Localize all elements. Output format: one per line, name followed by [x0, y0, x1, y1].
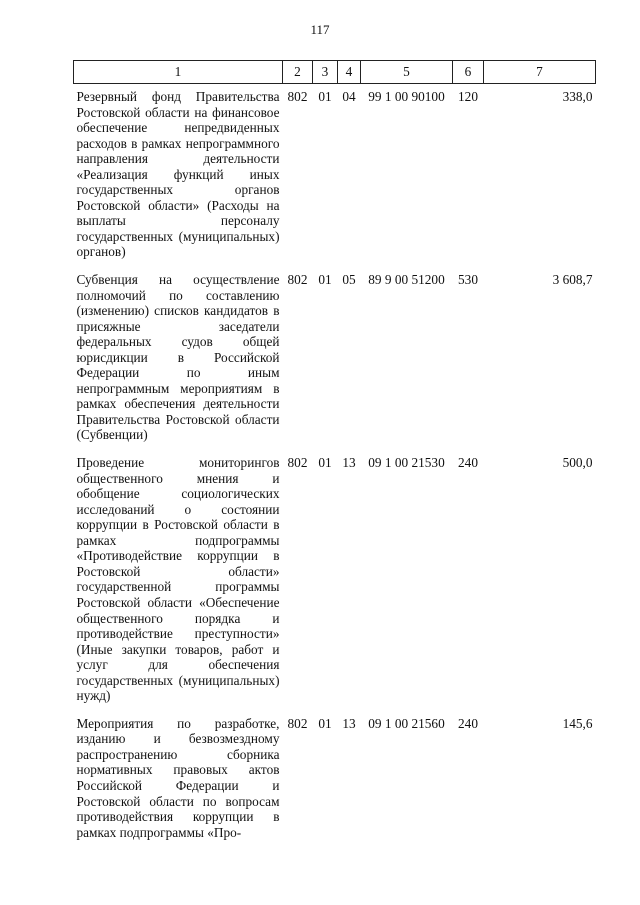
- column-header: 1: [74, 61, 283, 84]
- column-header: 7: [484, 61, 596, 84]
- table-row: [74, 84, 596, 261]
- row-target-code: 89 9 00 51200: [368, 272, 445, 288]
- row-amount: 500,0: [562, 455, 593, 471]
- row-subsection-code: 13: [342, 455, 356, 471]
- row-description: Резервный фонд Правительства Ростовской области на финансовое обеспечение непредвиденных расходов в рамках непрограммного направления деятельности «Реализация функций иных государственных органов Ростовской области» (Расходы на выплаты персоналу государственных (муниципальных) органов): [76, 89, 280, 260]
- row-ministry-code: 802: [287, 455, 308, 471]
- row-section-code: 01: [318, 455, 332, 471]
- budget-table: [73, 60, 596, 840]
- row-expense-type-code: 240: [458, 455, 478, 471]
- column-header: 2: [283, 61, 313, 84]
- row-amount: 145,6: [562, 715, 593, 731]
- column-header: 6: [453, 61, 484, 84]
- row-expense-type-code: 240: [458, 715, 478, 731]
- column-header: 3: [313, 61, 338, 84]
- row-section-code: 01: [318, 89, 332, 104]
- row-description: Мероприятия по разработке, изданию и безвозмездному распространению сборника нормативных правовых актов Российской Федерации и Ростовской области по вопросам противодействия коррупции в рамках подпрограммы «Про-: [76, 715, 280, 840]
- row-target-code: 09 1 00 21560: [368, 715, 445, 731]
- table-header-row: [74, 61, 596, 84]
- row-section-code: 01: [318, 715, 332, 731]
- row-ministry-code: 802: [287, 272, 308, 288]
- row-expense-type-code: 120: [458, 89, 478, 104]
- row-subsection-code: 04: [342, 89, 356, 104]
- column-header: 5: [361, 61, 453, 84]
- row-subsection-code: 05: [342, 272, 356, 288]
- table-row: [74, 260, 596, 443]
- row-ministry-code: 802: [287, 715, 308, 731]
- row-expense-type-code: 530: [458, 272, 478, 288]
- row-target-code: 09 1 00 21530: [368, 455, 445, 471]
- row-description: Субвенция на осуществление полномочий по составлению (изменению) списков кандидатов в присяжные заседатели федеральных судов общей юрисдикции в Российской Федерации по иным непрограммным мероприятиям в рамках обеспечения деятельности Правительства Ростовской области (Субвенции): [76, 272, 280, 443]
- column-header: 4: [338, 61, 361, 84]
- row-description: Проведение мониторингов общественного мнения и обобщение социологических исследований о состоянии коррупции в Ростовской области в рамках подпрограммы «Противодействие коррупции в Ростовской области» государственной программы Ростовской области «Обеспечение общественного порядка и противодействие преступности» (Иные закупки товаров, работ и услуг для обеспечения государственных (муниципальных) нужд): [76, 455, 280, 704]
- table-row: [74, 704, 596, 840]
- row-section-code: 01: [318, 272, 332, 288]
- row-amount: 338,0: [562, 89, 593, 104]
- page-number: 117: [310, 22, 330, 37]
- row-subsection-code: 13: [342, 715, 356, 731]
- table-row: [74, 443, 596, 704]
- row-amount: 3 608,7: [552, 272, 593, 288]
- row-target-code: 99 1 00 90100: [368, 89, 445, 104]
- row-ministry-code: 802: [287, 89, 308, 104]
